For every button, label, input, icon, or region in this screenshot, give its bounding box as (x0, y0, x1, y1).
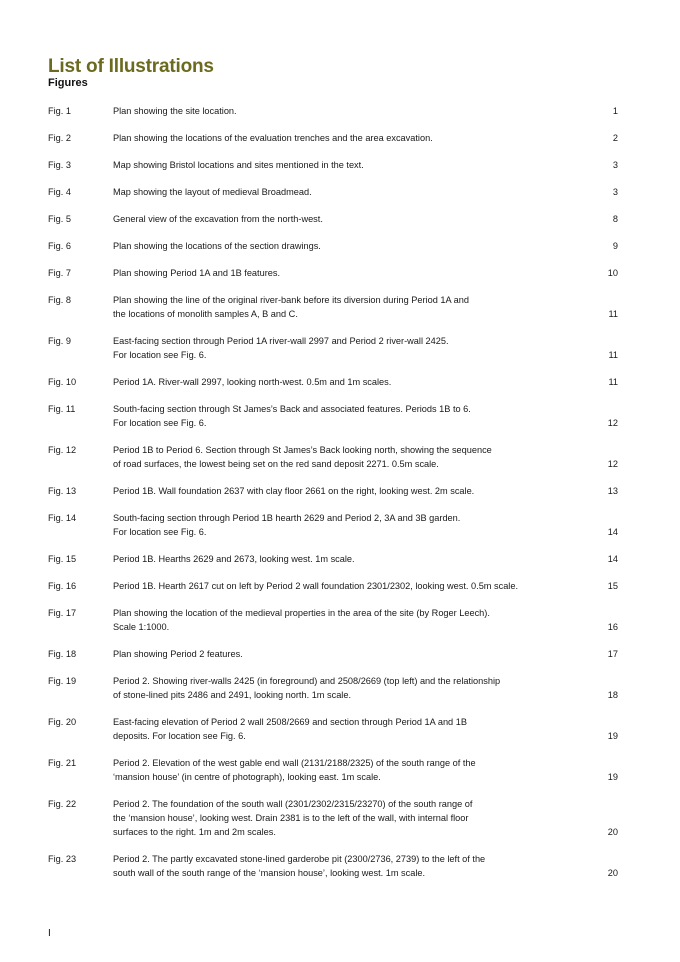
caption-line: Map showing Bristol locations and sites mentioned in the text. (113, 160, 364, 170)
figure-number: Fig. 17 (48, 608, 77, 618)
figure-number: Fig. 2 (48, 133, 71, 143)
figure-number: Fig. 15 (48, 554, 77, 564)
figure-entry (48, 674, 618, 702)
figure-entry (48, 484, 618, 498)
figure-caption (113, 484, 563, 498)
figure-number: Fig. 6 (48, 241, 71, 251)
figure-number: Fig. 1 (48, 106, 71, 116)
page-number: 12 (607, 418, 618, 428)
caption-line: Period 2. The foundation of the south wall (2301/2302/2315/23270) of the south range of (113, 799, 473, 809)
figure-number: Fig. 8 (48, 295, 71, 305)
page-number: 20 (607, 827, 618, 837)
page-number: 11 (608, 377, 618, 387)
figure-number: Fig. 10 (48, 377, 77, 387)
figure-caption (113, 375, 563, 389)
caption-line: Plan showing the locations of the evaluation trenches and the area excavation. (113, 133, 433, 143)
figure-entry (48, 606, 618, 634)
page-number: 2 (612, 133, 618, 143)
figure-entry (48, 511, 618, 539)
figure-caption (113, 131, 563, 145)
figure-caption (113, 715, 563, 743)
page-number: 9 (612, 241, 618, 251)
figure-entry (48, 266, 618, 280)
caption-line: Plan showing Period 2 features. (113, 649, 243, 659)
figure-caption (113, 756, 563, 784)
figure-caption (113, 158, 563, 172)
figure-entry (48, 239, 618, 253)
figure-caption (113, 674, 563, 702)
figure-caption (113, 797, 563, 839)
figure-number: Fig. 12 (48, 445, 77, 455)
figure-caption (113, 239, 563, 253)
figure-entry (48, 293, 618, 321)
figure-number: Fig. 9 (48, 336, 71, 346)
figure-caption (113, 511, 563, 539)
page-number: 13 (607, 486, 618, 496)
figure-entry (48, 443, 618, 471)
caption-line: surfaces to the right. 1m and 2m scales. (113, 827, 276, 837)
figure-number: Fig. 5 (48, 214, 71, 224)
caption-line: the locations of monolith samples A, B and C. (113, 309, 298, 319)
page-number: 11 (608, 350, 618, 360)
figure-caption (113, 266, 563, 280)
caption-line: Plan showing the locations of the section drawings. (113, 241, 321, 251)
figure-entry (48, 212, 618, 226)
page-number: 19 (607, 731, 618, 741)
caption-line: Plan showing the line of the original river-bank before its diversion during Period 1A and (113, 295, 469, 305)
figure-caption (113, 579, 563, 593)
figure-entry (48, 852, 618, 880)
caption-line: East-facing elevation of Period 2 wall 2508/2669 and section through Period 1A and 1B (113, 717, 467, 727)
page-number: 3 (612, 187, 618, 197)
caption-line: deposits. For location see Fig. 6. (113, 731, 246, 741)
figure-number: Fig. 18 (48, 649, 77, 659)
caption-line: south wall of the south range of the ‘mansion house’, looking west. 1m scale. (113, 868, 426, 878)
figure-number: Fig. 16 (48, 581, 77, 591)
figure-caption (113, 552, 563, 566)
page-folio: I (48, 928, 51, 939)
page-number: 18 (607, 690, 618, 700)
page-number: 17 (607, 649, 618, 659)
figure-caption (113, 402, 563, 430)
figure-entry (48, 797, 618, 839)
caption-line: Period 1A. River-wall 2997, looking north-west. 0.5m and 1m scales. (113, 377, 392, 387)
figure-caption (113, 443, 563, 471)
figure-entry (48, 375, 618, 389)
figure-entry (48, 402, 618, 430)
caption-line: Scale 1:1000. (113, 622, 170, 632)
figure-number: Fig. 3 (48, 160, 71, 170)
page-number: 15 (607, 581, 618, 591)
figure-entry (48, 552, 618, 566)
caption-line: Period 2. Showing river-walls 2425 (in foreground) and 2508/2669 (top left) and the relationship (113, 676, 501, 686)
figure-number: Fig. 13 (48, 486, 77, 496)
caption-line: Plan showing Period 1A and 1B features. (113, 268, 281, 278)
caption-line: For location see Fig. 6. (113, 527, 207, 537)
figure-number: Fig. 7 (48, 268, 71, 278)
caption-line: For location see Fig. 6. (113, 350, 207, 360)
figure-entry (48, 185, 618, 199)
figure-number: Fig. 23 (48, 854, 77, 864)
section-subtitle: Figures (48, 77, 88, 89)
page-number: 11 (608, 309, 618, 319)
figure-number: Fig. 22 (48, 799, 77, 809)
figure-entry (48, 131, 618, 145)
caption-line: Map showing the layout of medieval Broadmead. (113, 187, 312, 197)
caption-line: South-facing section through Period 1B hearth 2629 and Period 2, 3A and 3B garden. (113, 513, 461, 523)
figure-entry (48, 334, 618, 362)
caption-line: Plan showing the site location. (113, 106, 237, 116)
page-title: List of Illustrations (48, 56, 214, 77)
figure-entry (48, 579, 618, 593)
figure-caption (113, 293, 563, 321)
caption-line: Period 1B. Hearth 2617 cut on left by Period 2 wall foundation 2301/2302, looking west. 0.5m scale. (113, 581, 519, 591)
page-number: 8 (612, 214, 618, 224)
caption-line: Plan showing the location of the medieval properties in the area of the site (by Roger Leech). (113, 608, 490, 618)
figure-entry (48, 715, 618, 743)
caption-line: East-facing section through Period 1A river-wall 2997 and Period 2 river-wall 2425. (113, 336, 449, 346)
figure-number: Fig. 11 (48, 404, 76, 414)
figure-number: Fig. 21 (48, 758, 77, 768)
figure-entry (48, 104, 618, 118)
caption-line: Period 2. Elevation of the west gable end wall (2131/2188/2325) of the south range of the (113, 758, 476, 768)
figure-caption (113, 647, 563, 661)
caption-line: ‘mansion house’ (in centre of photograph), looking east. 1m scale. (113, 772, 381, 782)
caption-line: of road surfaces, the lowest being set on the red sand deposit 2271. 0.5m scale. (113, 459, 439, 469)
page-number: 14 (607, 527, 618, 537)
caption-line: For location see Fig. 6. (113, 418, 207, 428)
page-number: 20 (607, 868, 618, 878)
page-number: 14 (607, 554, 618, 564)
page-number: 3 (612, 160, 618, 170)
figure-caption (113, 334, 563, 362)
figure-number: Fig. 19 (48, 676, 77, 686)
caption-line: South-facing section through St James’s Back and associated features. Periods 1B to 6. (113, 404, 471, 414)
figure-entry (48, 756, 618, 784)
caption-line: General view of the excavation from the north-west. (113, 214, 323, 224)
figure-entry (48, 647, 618, 661)
caption-line: of stone-lined pits 2486 and 2491, looking north. 1m scale. (113, 690, 352, 700)
caption-line: the ‘mansion house’, looking west. Drain 2381 is to the left of the wall, with internal floor (113, 813, 469, 823)
caption-line: Period 1B to Period 6. Section through St James’s Back looking north, showing the sequence (113, 445, 492, 455)
caption-line: Period 1B. Wall foundation 2637 with clay floor 2661 on the right, looking west. 2m scale. (113, 486, 475, 496)
figure-caption (113, 852, 563, 880)
figure-entry (48, 158, 618, 172)
figure-caption (113, 185, 563, 199)
figure-caption (113, 104, 563, 118)
page-number: 12 (607, 459, 618, 469)
figure-list (48, 104, 618, 893)
figure-number: Fig. 4 (48, 187, 71, 197)
figure-number: Fig. 20 (48, 717, 77, 727)
page-number: 16 (607, 622, 618, 632)
caption-line: Period 1B. Hearths 2629 and 2673, looking west. 1m scale. (113, 554, 355, 564)
figure-caption (113, 606, 563, 634)
page-number: 1 (612, 106, 618, 116)
page-number: 19 (607, 772, 618, 782)
figure-caption (113, 212, 563, 226)
page-number: 10 (607, 268, 618, 278)
caption-line: Period 2. The partly excavated stone-lined garderobe pit (2300/2736, 2739) to the left of the (113, 854, 486, 864)
figure-number: Fig. 14 (48, 513, 77, 523)
